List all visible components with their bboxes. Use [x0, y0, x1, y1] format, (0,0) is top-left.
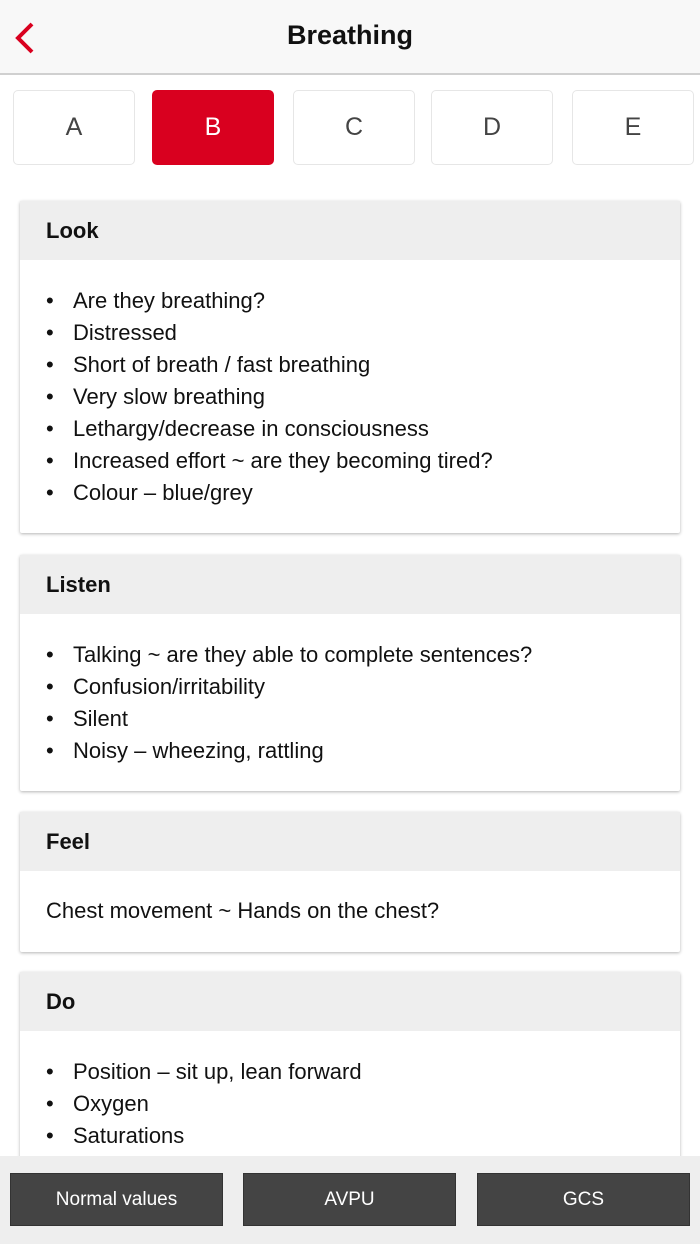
tab-d[interactable]: D: [431, 90, 553, 165]
list-item: • Very slow breathing: [46, 381, 654, 413]
listen-card: [20, 555, 680, 791]
list-item: • Are they breathing?: [46, 285, 654, 317]
list-item: • Increased effort ~ are they becoming tired?: [46, 445, 654, 477]
normal-values-button[interactable]: Normal values: [10, 1173, 223, 1226]
tab-b[interactable]: B: [152, 90, 274, 165]
list-item: • Colour – blue/grey: [46, 477, 654, 509]
tab-e[interactable]: E: [572, 90, 694, 165]
nav-header: [0, 0, 700, 75]
card-text: Chest movement ~ Hands on the chest?: [46, 898, 440, 923]
page-title: Breathing: [286, 20, 413, 50]
tab-a[interactable]: A: [13, 90, 135, 165]
avpu-button[interactable]: AVPU: [243, 1173, 456, 1226]
list-item: • Position – sit up, lean forward: [46, 1056, 654, 1088]
list-item: • Saturations: [46, 1120, 654, 1152]
list-item: • Confusion/irritability: [46, 671, 654, 703]
tab-c[interactable]: C: [293, 90, 415, 165]
scroll-content[interactable]: [0, 75, 700, 1156]
list-item: • Distressed: [46, 317, 654, 349]
list-item: • Oxygen: [46, 1088, 654, 1120]
feel-card: [20, 812, 680, 952]
list-item: • Noisy – wheezing, rattling: [46, 735, 654, 767]
card-title: Do: [20, 972, 680, 1031]
bottom-toolbar: [0, 1156, 700, 1244]
abcde-tabs: [0, 90, 700, 166]
look-card: [20, 201, 680, 533]
list-item: • Lethargy/decrease in consciousness: [46, 413, 654, 445]
card-title: Look: [20, 201, 680, 260]
gcs-button[interactable]: GCS: [477, 1173, 690, 1226]
list-item: • Talking ~ are they able to complete sentences?: [46, 639, 654, 671]
card-title: Feel: [20, 812, 680, 871]
do-card: [20, 972, 680, 1156]
list-item: • Silent: [46, 703, 654, 735]
card-title: Listen: [20, 555, 680, 614]
list-item: • Short of breath / fast breathing: [46, 349, 654, 381]
